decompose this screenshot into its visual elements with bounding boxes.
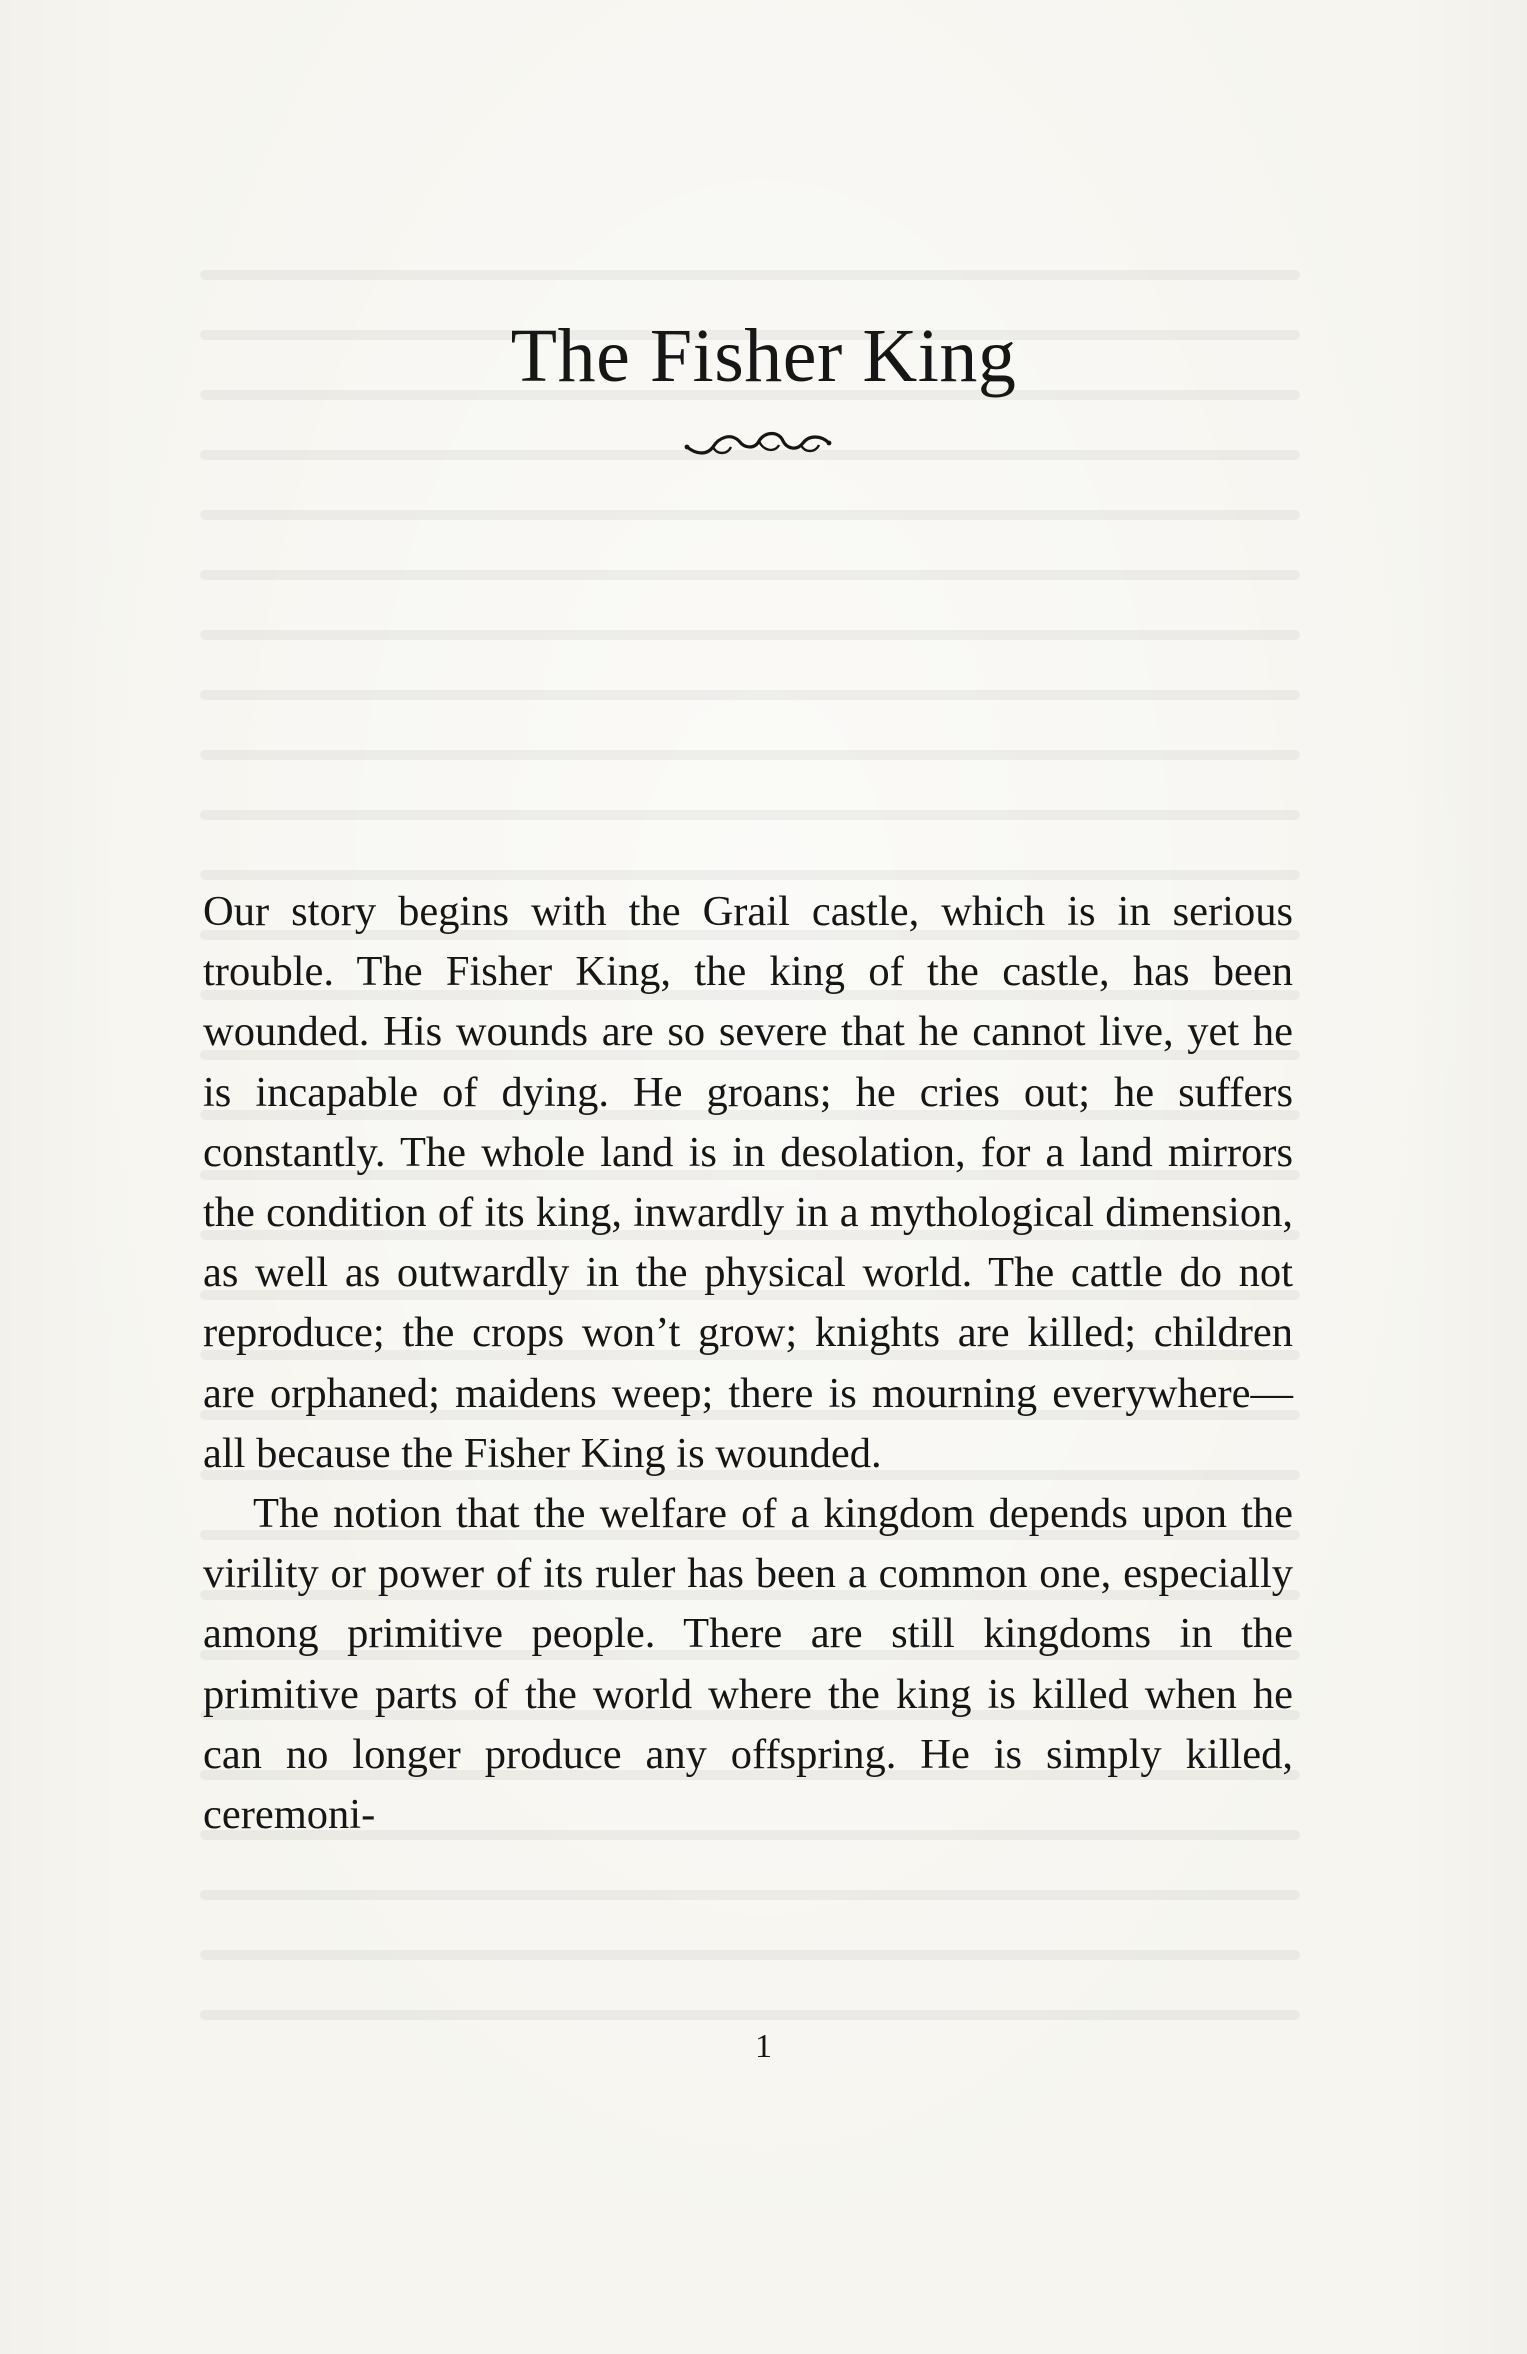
chapter-title: The Fisher King	[510, 314, 1017, 398]
body-text	[203, 882, 1293, 1845]
paragraph-1: Our story begins with the Grail castle, which is in serious trouble. The Fisher King, the king of the castle, has been wounded. His wounds are so severe that he cannot live, yet he is incapable of dying. He groans; he cries out; he suffers constantly. The whole land is in desolation, for a land mirrors the condition of its king, inwardly in a mythological dimension, as well as outwardly in the physical world. The cattle do not reproduce; the crops won’t grow; knights are killed; children are orphaned; maidens weep; there is mourning everywhere—all because the Fisher King is wounded.	[203, 888, 1293, 1477]
page-number: 1	[755, 2028, 772, 2065]
paragraph-2: The notion that the welfare of a kingdom depends upon the virility or power of its ruler has been a common one, especially among primitive people. There are still kingdoms in the primitive parts of the world where the king is killed when he can no longer produce any offspring. He is simply killed, ceremoni-	[203, 1490, 1293, 1839]
ornament-flourish-icon	[683, 425, 833, 461]
